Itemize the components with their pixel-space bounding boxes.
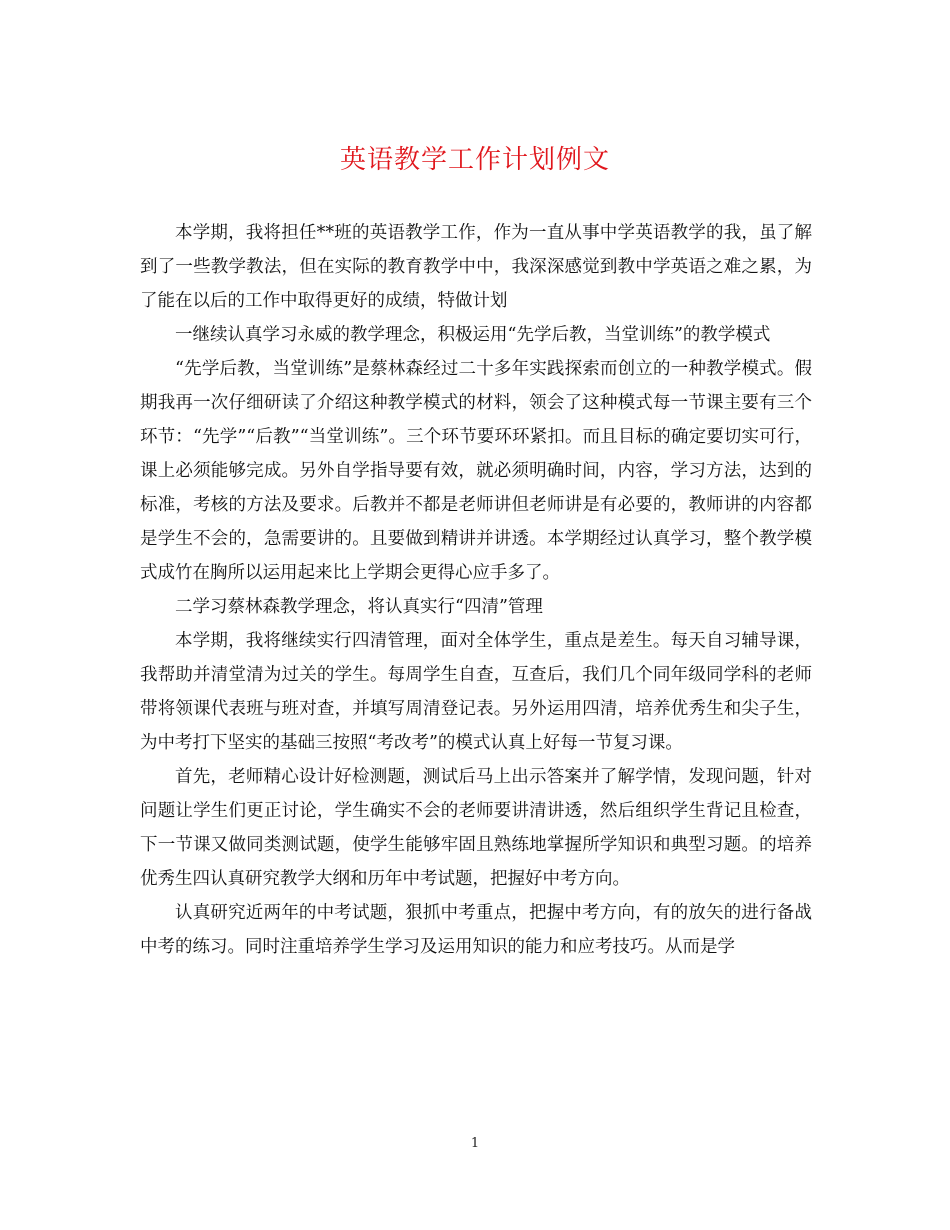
paragraph-heading-two: 二学习蔡林森教学理念，将认真实行“四清”管理 xyxy=(175,597,543,617)
paragraph-exam-research: 认真研究近两年的中考试题，狠抓中考重点，把握中考方向，有的放矢的进行备战中考的练习。同时注重培养学生学习及运用知识的能力和应考技巧。从而是学 xyxy=(140,903,812,957)
paragraph-first-step: 首先，老师精心设计好检测题，测试后马上出示答案并了解学情，发现问题，针对问题让学生们更正讨论，学生确实不会的老师要讲清讲透，然后组织学生背记且检查，下一节课又做同类测试题，使学生能够牢固且熟练地掌握所学知识和典型习题。的培养优秀生四认真研究教学大纲和历年中考试题，把握好中考方向。 xyxy=(140,767,812,889)
paragraph-intro: 本学期，我将担任**班的英语教学工作，作为一直从事中学英语教学的我，虽了解到了一些教学教法，但在实际的教育教学中中，我深深感觉到教中学英语之难之累，为了能在以后的工作中取得更好的成绩，特做计划 xyxy=(140,223,812,311)
paragraph-teaching-model: “先学后教，当堂训练”是蔡林森经过二十多年实践探索而创立的一种教学模式。假期我再一次仔细研读了介绍这种教学模式的材料，领会了这种模式每一节课主要有三个环节：“先学”“后教”“当堂训练”。三个环节要环环紧扣。而且目标的确定要切实可行，课上必须能够完成。另外自学指导要有效，就必须明确时间，内容，学习方法，达到的标准，考核的方法及要求。后教并不都是老师讲但老师讲是有必要的，教师讲的内容都是学生不会的，急需要讲的。且要做到精讲并讲透。本学期经过认真学习，整个教学模式成竹在胸所以运用起来比上学期会更得心应手多了。 xyxy=(140,359,812,583)
page-number: 1 xyxy=(470,1136,480,1151)
paragraph-four-clear: 本学期，我将继续实行四清管理，面对全体学生，重点是差生。每天自习辅导课，我帮助并清堂清为过关的学生。每周学生自查，互查后，我们几个同年级同学科的老师带将领课代表班与班对查，并填写周清登记表。另外运用四清，培养优秀生和尖子生，为中考打下坚实的基础三按照“考改考”的模式认真上好每一节复习课。 xyxy=(140,631,812,753)
document-body xyxy=(140,216,812,964)
paragraph-heading-one: 一继续认真学习永威的教学理念，积极运用“先学后教，当堂训练”的教学模式 xyxy=(175,325,771,345)
document-title: 英语教学工作计划例文 xyxy=(339,145,610,175)
